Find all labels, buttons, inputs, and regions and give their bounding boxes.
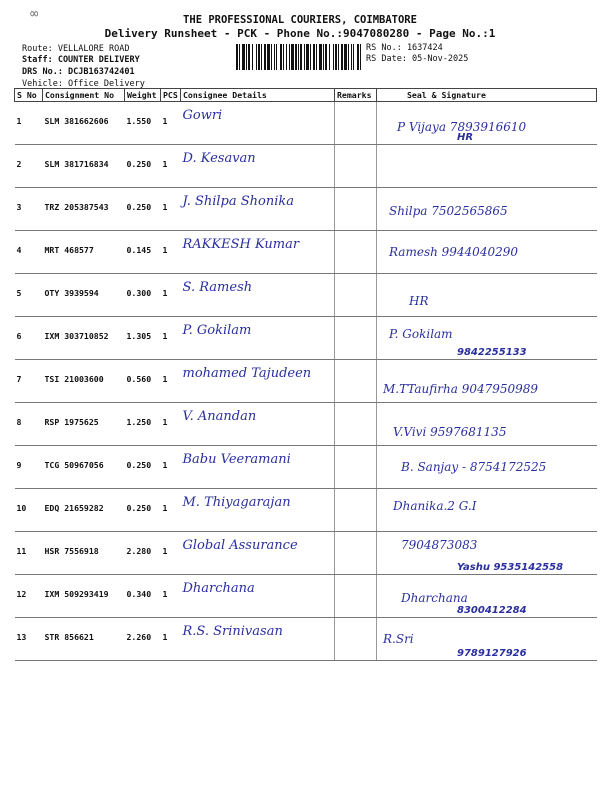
sno-cell: 2	[15, 145, 43, 188]
col-header-consignment: Consignment No	[43, 89, 125, 102]
consignee-cell	[181, 532, 335, 575]
signature-cell	[377, 102, 597, 145]
pcs-cell: 1	[161, 274, 181, 317]
barcode	[236, 44, 362, 70]
col-header-pcs: PCS	[161, 89, 181, 102]
consignee-handwriting: R.S. Srinivasan	[182, 624, 283, 639]
table-row	[15, 446, 597, 489]
sno-cell: 1	[15, 102, 43, 145]
sno-cell: 11	[15, 532, 43, 575]
sno-cell: 6	[15, 317, 43, 360]
signature-extra-handwriting: 9789127926	[457, 648, 527, 659]
sno-cell: 7	[15, 360, 43, 403]
weight-cell: 0.340	[125, 575, 161, 618]
pcs-cell: 1	[161, 360, 181, 403]
consignee-cell	[181, 274, 335, 317]
pcs-cell: 1	[161, 446, 181, 489]
consignee-cell	[181, 489, 335, 532]
sno-cell: 9	[15, 446, 43, 489]
weight-cell: 0.145	[125, 231, 161, 274]
runsheet-table	[14, 88, 597, 661]
table-row	[15, 274, 597, 317]
consignment-no-cell: SLM 381662606	[43, 102, 125, 145]
company-title: THE PROFESSIONAL COURIERS, COIMBATORE	[183, 14, 417, 26]
consignee-handwriting: mohamed Tajudeen	[182, 366, 312, 381]
consignee-cell	[181, 446, 335, 489]
signature-cell	[377, 489, 597, 532]
col-header-signature: Seal & Signature	[377, 89, 597, 102]
signature-handwriting: 7904873083	[401, 538, 478, 552]
consignment-no-cell: MRT 468577	[43, 231, 125, 274]
consignment-no-cell: RSP 1975625	[43, 403, 125, 446]
remarks-cell	[335, 145, 377, 188]
signature-cell	[377, 231, 597, 274]
rs-number: RS No.: 1637424	[366, 43, 443, 53]
signature-handwriting: Ramesh 9944040290	[389, 245, 518, 259]
table-row	[15, 532, 597, 575]
signature-cell	[377, 317, 597, 360]
signature-extra-handwriting: 9842255133	[457, 347, 527, 358]
sno-cell: 13	[15, 618, 43, 661]
weight-cell: 1.250	[125, 403, 161, 446]
weight-cell: 0.300	[125, 274, 161, 317]
col-header-consignee: Consignee Details	[181, 89, 335, 102]
consignee-handwriting: Dharchana	[182, 581, 255, 596]
weight-cell: 0.250	[125, 489, 161, 532]
signature-cell	[377, 274, 597, 317]
signature-handwriting: B. Sanjay - 8754172525	[401, 460, 547, 474]
table-row	[15, 618, 597, 661]
remarks-cell	[335, 446, 377, 489]
pcs-cell: 1	[161, 145, 181, 188]
vehicle-label: Vehicle: Office Delivery	[22, 79, 145, 89]
remarks-cell	[335, 532, 377, 575]
signature-handwriting: Dhanika.2 G.I	[393, 499, 477, 513]
signature-handwriting: HR	[409, 294, 429, 308]
consignee-cell	[181, 231, 335, 274]
route-label: Route: VELLALORE ROAD	[22, 44, 130, 54]
consignee-handwriting: Babu Veeramani	[182, 452, 291, 467]
consignment-no-cell: HSR 7556918	[43, 532, 125, 575]
col-header-sno: S No	[15, 89, 43, 102]
col-header-remarks: Remarks	[335, 89, 377, 102]
signature-cell	[377, 145, 597, 188]
pcs-cell: 1	[161, 403, 181, 446]
signature-cell	[377, 188, 597, 231]
remarks-cell	[335, 231, 377, 274]
remarks-cell	[335, 102, 377, 145]
weight-cell: 1.550	[125, 102, 161, 145]
table-row	[15, 231, 597, 274]
table-row	[15, 145, 597, 188]
signature-cell	[377, 618, 597, 661]
pcs-cell: 1	[161, 231, 181, 274]
pcs-cell: 1	[161, 489, 181, 532]
sno-cell: 5	[15, 274, 43, 317]
consignee-handwriting: J. Shilpa Shonika	[182, 194, 295, 209]
remarks-cell	[335, 317, 377, 360]
consignee-cell	[181, 618, 335, 661]
weight-cell: 0.250	[125, 188, 161, 231]
weight-cell: 0.250	[125, 145, 161, 188]
weight-cell: 2.280	[125, 532, 161, 575]
table-row	[15, 360, 597, 403]
consignment-no-cell: OTY 3939594	[43, 274, 125, 317]
consignee-handwriting: S. Ramesh	[182, 280, 253, 295]
signature-handwriting: Shilpa 7502565865	[389, 204, 508, 218]
consignee-handwriting: M. Thiyagarajan	[182, 495, 291, 510]
consignment-no-cell: SLM 381716834	[43, 145, 125, 188]
signature-extra-handwriting: Yashu 9535142558	[457, 562, 564, 573]
remarks-cell	[335, 274, 377, 317]
weight-cell: 0.560	[125, 360, 161, 403]
consignment-no-cell: IXM 303710852	[43, 317, 125, 360]
table-row	[15, 188, 597, 231]
rs-date: RS Date: 05-Nov-2025	[366, 54, 469, 64]
consignment-no-cell: STR 856621	[43, 618, 125, 661]
signature-extra-handwriting: HR	[457, 132, 474, 143]
signature-handwriting: P Vijaya 7893916610	[397, 120, 527, 134]
consignee-cell	[181, 360, 335, 403]
drs-label: DRS No.: DCJB163742401	[22, 67, 135, 77]
signature-handwriting: P. Gokilam	[389, 327, 453, 341]
table-row	[15, 317, 597, 360]
signature-handwriting: R.Sri	[383, 632, 414, 646]
signature-handwriting: V.Vivi 9597681135	[393, 425, 507, 439]
pcs-cell: 1	[161, 317, 181, 360]
signature-handwriting: Dharchana	[401, 591, 468, 605]
table-row	[15, 403, 597, 446]
weight-cell: 0.250	[125, 446, 161, 489]
consignment-no-cell: TSI 21003600	[43, 360, 125, 403]
table-header-row	[15, 89, 597, 102]
runsheet-subtitle: Delivery Runsheet - PCK - Phone No.:9047080280 - Page No.:1	[104, 27, 496, 40]
signature-cell	[377, 403, 597, 446]
weight-cell: 2.260	[125, 618, 161, 661]
table-row	[15, 575, 597, 618]
pcs-cell: 1	[161, 618, 181, 661]
weight-cell: 1.305	[125, 317, 161, 360]
consignee-handwriting: RAKKESH Kumar	[182, 237, 300, 252]
remarks-cell	[335, 618, 377, 661]
consignee-cell	[181, 188, 335, 231]
staff-label: Staff: COUNTER DELIVERY	[22, 55, 140, 65]
consignee-cell	[181, 317, 335, 360]
consignee-handwriting: D. Kesavan	[182, 151, 256, 166]
consignee-cell	[181, 145, 335, 188]
consignee-handwriting: Gowri	[182, 108, 223, 123]
table-row	[15, 102, 597, 145]
signature-extra-handwriting: 8300412284	[457, 605, 527, 616]
pcs-cell: 1	[161, 575, 181, 618]
remarks-cell	[335, 188, 377, 231]
signature-cell	[377, 575, 597, 618]
sno-cell: 10	[15, 489, 43, 532]
col-header-weight: Weight	[125, 89, 161, 102]
consignee-handwriting: P. Gokilam	[182, 323, 252, 338]
remarks-cell	[335, 575, 377, 618]
remarks-cell	[335, 360, 377, 403]
pcs-cell: 1	[161, 532, 181, 575]
signature-handwriting: M.TTaufirha 9047950989	[383, 382, 539, 396]
table-row	[15, 489, 597, 532]
pcs-cell: 1	[161, 188, 181, 231]
signature-cell	[377, 360, 597, 403]
consignment-no-cell: TRZ 205387543	[43, 188, 125, 231]
consignee-cell	[181, 102, 335, 145]
corner-mark: ∞	[30, 6, 39, 22]
signature-cell	[377, 532, 597, 575]
consignee-handwriting: Global Assurance	[182, 538, 298, 553]
pcs-cell: 1	[161, 102, 181, 145]
sno-cell: 8	[15, 403, 43, 446]
consignee-cell	[181, 403, 335, 446]
sno-cell: 4	[15, 231, 43, 274]
remarks-cell	[335, 403, 377, 446]
remarks-cell	[335, 489, 377, 532]
sno-cell: 12	[15, 575, 43, 618]
signature-cell	[377, 446, 597, 489]
sno-cell: 3	[15, 188, 43, 231]
consignment-no-cell: EDQ 21659282	[43, 489, 125, 532]
consignment-no-cell: IXM 509293419	[43, 575, 125, 618]
consignee-cell	[181, 575, 335, 618]
consignee-handwriting: V. Anandan	[182, 409, 257, 424]
consignment-no-cell: TCG 50967056	[43, 446, 125, 489]
